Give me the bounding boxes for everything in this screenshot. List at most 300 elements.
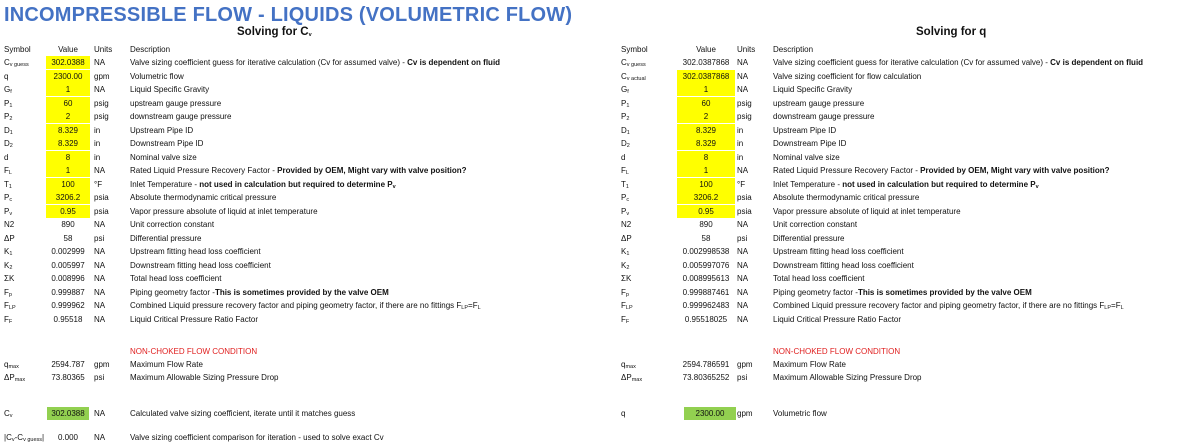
parameter-description bbox=[130, 259, 271, 272]
parameter-unit: NA bbox=[737, 71, 749, 81]
parameter-symbol bbox=[621, 83, 629, 96]
parameter-symbol bbox=[621, 124, 630, 137]
symbol-text: ΣK bbox=[621, 274, 632, 283]
parameter-symbol bbox=[621, 299, 633, 312]
symbol-text: ΔP bbox=[4, 233, 15, 243]
parameter-value[interactable]: 100 bbox=[677, 178, 735, 191]
parameter-value: 0.008995613 bbox=[682, 274, 730, 283]
description-subscript: L bbox=[477, 305, 481, 311]
symbol-subscript: LP bbox=[8, 305, 16, 311]
comparison-value: 0.000 bbox=[57, 433, 79, 442]
parameter-description bbox=[130, 151, 197, 164]
parameter-symbol bbox=[621, 151, 625, 164]
parameter-description bbox=[773, 232, 844, 245]
parameter-value[interactable]: 3206.2 bbox=[46, 191, 90, 204]
parameter-unit: NA bbox=[94, 274, 106, 283]
symbol-text: F bbox=[4, 166, 9, 175]
parameter-value[interactable]: 2 bbox=[46, 110, 90, 123]
parameter-description bbox=[130, 97, 221, 110]
symbol-subscript: 2 bbox=[9, 264, 13, 271]
parameter-unit: NA bbox=[94, 287, 106, 297]
description-text: Rated Liquid Pressure Recovery Factor - bbox=[130, 166, 278, 175]
symbol-text: K bbox=[621, 247, 627, 256]
description-bold-note: Provided by OEM, Might vary with valve position? bbox=[277, 166, 467, 175]
condition-text: NON-CHOKED FLOW CONDITION bbox=[773, 347, 901, 356]
result-q-unit: gpm bbox=[737, 409, 753, 418]
description-text: upstream gauge pressure bbox=[130, 98, 222, 108]
description-text: Downstream Pipe ID bbox=[130, 139, 204, 148]
symbol-text: K bbox=[4, 260, 10, 270]
description-text: Total head loss coefficient bbox=[773, 274, 865, 283]
parameter-symbol bbox=[621, 191, 629, 204]
parameter-unit: NA bbox=[737, 274, 749, 283]
panel-title bbox=[237, 26, 312, 38]
parameter-description bbox=[130, 56, 500, 69]
symbol-text: q bbox=[4, 71, 9, 81]
parameter-unit: psig bbox=[94, 98, 109, 108]
parameter-symbol bbox=[4, 286, 12, 299]
symbol-text: F bbox=[621, 314, 626, 324]
parameter-value[interactable]: 8.329 bbox=[677, 124, 735, 137]
parameter-symbol bbox=[621, 218, 631, 231]
parameter-description bbox=[773, 259, 914, 272]
symbol-subscript: p bbox=[8, 291, 12, 298]
parameter-value: 58 bbox=[701, 233, 711, 243]
parameter-unit: in bbox=[94, 125, 101, 135]
parameter-unit: NA bbox=[737, 287, 749, 297]
symbol-text: N2 bbox=[4, 220, 15, 229]
parameter-unit: NA bbox=[737, 166, 749, 175]
symbol-subscript: p bbox=[625, 291, 629, 298]
qmax-symbol: $q_{max}$ bbox=[4, 360, 19, 370]
symbol-subscript: f bbox=[10, 89, 12, 95]
description-text: Liquid Critical Pressure Ratio Factor bbox=[773, 314, 902, 324]
parameter-description bbox=[130, 205, 318, 218]
parameter-description bbox=[773, 299, 1124, 312]
parameter-unit: in bbox=[737, 125, 744, 135]
symbol-subscript: 1 bbox=[625, 183, 629, 190]
symbol-subscript: v guess bbox=[9, 62, 29, 68]
parameter-value[interactable]: 302.0387868 bbox=[677, 70, 735, 83]
description-text: Downstream Pipe ID bbox=[773, 139, 847, 148]
parameter-description bbox=[773, 191, 919, 204]
units-header: Units bbox=[94, 45, 113, 54]
symbol-text: d bbox=[4, 152, 9, 162]
parameter-unit: °F bbox=[94, 179, 103, 189]
parameter-value: 0.002998538 bbox=[682, 247, 730, 256]
symbol-text: C bbox=[621, 71, 627, 81]
description-text: Combined Liquid pressure recovery factor and piping geometry factor, if there are no fittings F bbox=[130, 301, 462, 310]
parameter-symbol bbox=[4, 110, 12, 123]
parameter-symbol bbox=[621, 232, 632, 245]
description-text: Liquid Specific Gravity bbox=[773, 85, 853, 94]
description-text: Vapor pressure absolute of liquid at inlet temperature bbox=[130, 206, 318, 216]
parameter-unit: in bbox=[737, 152, 744, 162]
parameter-unit: NA bbox=[737, 301, 749, 310]
parameter-unit: psi bbox=[94, 233, 105, 243]
parameter-description bbox=[130, 191, 276, 204]
parameter-symbol bbox=[4, 259, 12, 272]
symbol-subscript: 2 bbox=[9, 143, 13, 149]
symbol-subscript: c bbox=[626, 197, 630, 203]
symbol-subscript: F bbox=[8, 318, 13, 325]
parameter-symbol bbox=[4, 232, 15, 245]
symbol-text: T bbox=[621, 179, 626, 189]
parameter-unit: NA bbox=[94, 220, 106, 229]
description-text: Upstream fitting head loss coefficient bbox=[773, 247, 904, 256]
description-text: Inlet Temperature - bbox=[130, 179, 200, 189]
parameter-symbol bbox=[4, 137, 13, 150]
description-bold-note: Cv is dependent on fluid bbox=[407, 58, 501, 67]
parameter-value: 0.95518 bbox=[53, 314, 83, 324]
symbol-text: T bbox=[4, 179, 9, 189]
symbol-subscript: 2 bbox=[626, 143, 630, 149]
symbol-text: F bbox=[621, 301, 626, 310]
symbol-text: ΣK bbox=[4, 274, 15, 283]
parameter-description bbox=[773, 178, 1039, 191]
symbol-subscript: 1 bbox=[626, 102, 630, 109]
description-text: Absolute thermodynamic critical pressure bbox=[130, 193, 277, 202]
parameter-description bbox=[773, 110, 874, 123]
symbol-text: P bbox=[621, 98, 627, 108]
symbol-subscript: F bbox=[625, 318, 630, 325]
units-header: Units bbox=[737, 45, 756, 54]
comparison-description: Valve sizing coefficient comparison for iteration - used to solve exact Cv bbox=[130, 433, 384, 442]
dpmax-value: 73.80365 bbox=[51, 373, 85, 382]
parameter-symbol bbox=[4, 313, 12, 326]
parameter-description bbox=[130, 124, 193, 137]
description-text: Unit correction constant bbox=[130, 220, 215, 229]
description-bold-note: This is sometimes provided by the valve OEM bbox=[214, 287, 389, 297]
description-subscript: LP bbox=[461, 305, 469, 311]
parameter-unit: psig bbox=[94, 112, 109, 121]
description-text: Nominal valve size bbox=[773, 152, 840, 162]
description-bold-note: Provided by OEM, Might vary with valve position? bbox=[920, 166, 1110, 175]
dpmax-value: 73.80365252 bbox=[682, 373, 730, 382]
symbol-subscript: 1 bbox=[9, 251, 13, 257]
description-text: Upstream fitting head loss coefficient bbox=[130, 247, 261, 256]
result-cv-unit: NA bbox=[94, 409, 106, 418]
description-text: Nominal valve size bbox=[130, 152, 197, 162]
parameter-unit: NA bbox=[94, 247, 106, 256]
parameter-description bbox=[773, 137, 846, 150]
qmax-description: Maximum Flow Rate bbox=[130, 360, 203, 369]
symbol-text: G bbox=[621, 85, 628, 94]
parameter-description bbox=[130, 137, 203, 150]
symbol-subscript: 2 bbox=[9, 116, 13, 122]
parameter-symbol bbox=[621, 178, 629, 191]
description-text: Piping geometry factor - bbox=[130, 287, 215, 297]
parameter-symbol bbox=[4, 124, 13, 137]
description-subscript: v bbox=[392, 183, 396, 190]
parameter-unit: NA bbox=[94, 58, 106, 67]
symbol-subscript: v bbox=[9, 210, 13, 217]
parameter-symbol bbox=[4, 205, 12, 218]
symbol-subscript: 1 bbox=[9, 129, 13, 136]
symbol-text: P bbox=[4, 112, 10, 121]
parameter-symbol bbox=[4, 178, 12, 191]
parameter-description bbox=[773, 218, 857, 231]
parameter-description bbox=[130, 299, 481, 312]
symbol-header: Symbol bbox=[621, 45, 648, 54]
parameter-description bbox=[130, 110, 231, 123]
parameter-symbol bbox=[4, 83, 12, 96]
parameter-symbol bbox=[4, 299, 16, 312]
qmax-unit: gpm bbox=[737, 360, 753, 369]
parameter-value[interactable]: 100 bbox=[46, 178, 90, 191]
description-text: Volumetric flow bbox=[130, 71, 184, 81]
dpmax-description: Maximum Allowable Sizing Pressure Drop bbox=[130, 373, 279, 382]
parameter-description bbox=[773, 164, 1110, 177]
symbol-text: P bbox=[621, 112, 627, 121]
parameter-unit: NA bbox=[94, 301, 106, 310]
dpmax-unit: psi bbox=[737, 373, 748, 382]
parameter-symbol bbox=[4, 164, 12, 177]
symbol-text: d bbox=[621, 152, 626, 162]
description-header: Description bbox=[773, 45, 814, 54]
description-text-cont: =F bbox=[1111, 301, 1121, 310]
symbol-text: F bbox=[621, 287, 626, 297]
symbol-text: ΔP bbox=[621, 233, 632, 243]
description-text: Upstream Pipe ID bbox=[130, 125, 194, 135]
parameter-unit: NA bbox=[737, 314, 749, 324]
description-text: Piping geometry factor - bbox=[773, 287, 858, 297]
parameter-symbol bbox=[4, 56, 29, 69]
description-text: Inlet Temperature - bbox=[773, 179, 843, 189]
symbol-text: F bbox=[4, 287, 9, 297]
parameter-description bbox=[130, 245, 261, 258]
parameter-unit: NA bbox=[94, 166, 106, 175]
parameter-value[interactable]: 2 bbox=[677, 110, 735, 123]
symbol-text: D bbox=[621, 125, 627, 135]
description-text: Liquid Critical Pressure Ratio Factor bbox=[130, 314, 259, 324]
parameter-symbol bbox=[4, 151, 8, 164]
parameter-symbol bbox=[621, 110, 629, 123]
parameter-unit: psia bbox=[94, 193, 109, 202]
description-text: Rated Liquid Pressure Recovery Factor - bbox=[773, 166, 921, 175]
symbol-text: F bbox=[4, 301, 9, 310]
description-text-cont: =F bbox=[468, 301, 478, 310]
parameter-symbol bbox=[621, 272, 631, 285]
description-subscript: L bbox=[1120, 305, 1124, 311]
symbol-text: P bbox=[4, 98, 10, 108]
symbol-text: K bbox=[4, 247, 10, 256]
panel-title: Solving for q bbox=[916, 26, 987, 38]
parameter-unit: psia bbox=[94, 206, 109, 216]
symbol-subscript: 2 bbox=[626, 264, 630, 271]
description-text: Combined Liquid pressure recovery factor and piping geometry factor, if there are no fittings F bbox=[773, 301, 1105, 310]
symbol-text: F bbox=[621, 166, 626, 175]
parameter-description bbox=[130, 286, 389, 299]
symbol-subscript: 2 bbox=[626, 116, 630, 122]
description-text: Vapor pressure absolute of liquid at inlet temperature bbox=[773, 206, 961, 216]
parameter-unit: psig bbox=[737, 98, 752, 108]
page-title: INCOMPRESSIBLE FLOW - LIQUIDS (VOLUMETRIC FLOW) bbox=[4, 4, 573, 26]
dpmax-symbol: $\Delta P_{max}$ bbox=[4, 373, 26, 383]
description-text: Differential pressure bbox=[130, 233, 202, 243]
parameter-symbol bbox=[621, 97, 629, 110]
result-q-symbol: q bbox=[621, 409, 626, 418]
parameter-value[interactable]: 1 bbox=[677, 164, 735, 177]
description-bold-note: Cv is dependent on fluid bbox=[1050, 58, 1144, 67]
parameter-unit: psia bbox=[737, 206, 752, 216]
parameter-value[interactable]: 60 bbox=[46, 97, 90, 110]
parameter-description bbox=[773, 272, 864, 285]
parameter-unit: °F bbox=[737, 179, 746, 189]
panel-title-sub: v bbox=[308, 32, 312, 38]
description-text: Upstream Pipe ID bbox=[773, 125, 837, 135]
parameter-value: 0.999887 bbox=[51, 287, 85, 297]
parameter-description bbox=[773, 83, 852, 96]
parameter-symbol bbox=[4, 245, 12, 258]
qmax-description: Maximum Flow Rate bbox=[773, 360, 846, 369]
parameter-unit: NA bbox=[737, 247, 749, 256]
description-text: Valve sizing coefficient for flow calculation bbox=[773, 71, 922, 81]
parameter-description bbox=[773, 56, 1143, 69]
parameter-value[interactable]: 1 bbox=[46, 83, 90, 96]
parameter-unit: NA bbox=[737, 58, 749, 67]
result-cv-symbol: $C_v$ bbox=[4, 409, 13, 419]
parameter-description bbox=[773, 205, 961, 218]
dpmax-unit: psi bbox=[94, 373, 105, 382]
parameter-value[interactable]: 8.329 bbox=[46, 137, 90, 150]
parameter-value[interactable]: 8.329 bbox=[46, 124, 90, 137]
parameter-symbol bbox=[621, 313, 629, 326]
parameter-value[interactable]: 3206.2 bbox=[677, 191, 735, 204]
parameter-symbol bbox=[4, 272, 14, 285]
parameter-description bbox=[130, 83, 209, 96]
symbol-text: G bbox=[4, 85, 11, 94]
result-q-value[interactable]: 2300.00 bbox=[684, 407, 736, 420]
description-text: Total head loss coefficient bbox=[130, 274, 222, 283]
description-text: Valve sizing coefficient guess for iterative calculation (Cv for assumed valve) - bbox=[773, 58, 1051, 67]
parameter-description bbox=[773, 286, 1032, 299]
parameter-value[interactable]: 1 bbox=[677, 83, 735, 96]
symbol-text: D bbox=[621, 139, 627, 148]
parameter-symbol bbox=[621, 70, 646, 83]
parameter-unit: in bbox=[737, 139, 744, 148]
parameter-value[interactable]: 302.0388 bbox=[46, 56, 90, 69]
parameter-description bbox=[773, 151, 840, 164]
parameter-value[interactable]: 0.95 bbox=[677, 205, 735, 218]
symbol-text: D bbox=[4, 139, 10, 148]
description-bold-subscript bbox=[393, 180, 396, 189]
parameter-symbol bbox=[621, 164, 629, 177]
symbol-text: C bbox=[4, 58, 10, 67]
parameter-value: 0.005997 bbox=[51, 260, 85, 270]
parameter-unit: psig bbox=[737, 112, 752, 121]
parameter-unit: NA bbox=[737, 220, 749, 229]
result-cv-value[interactable]: 302.0388 bbox=[47, 407, 89, 420]
parameter-description bbox=[130, 70, 184, 83]
parameter-value: 58 bbox=[63, 233, 73, 243]
symbol-text: N2 bbox=[621, 220, 632, 229]
value-header: Value bbox=[696, 45, 716, 54]
parameter-symbol bbox=[621, 286, 629, 299]
parameter-value[interactable]: 1 bbox=[46, 164, 90, 177]
parameter-symbol bbox=[4, 218, 14, 231]
parameter-unit: in bbox=[94, 152, 101, 162]
parameter-symbol bbox=[4, 97, 12, 110]
symbol-text: P bbox=[4, 193, 10, 202]
parameter-unit: NA bbox=[94, 260, 106, 270]
parameter-description bbox=[773, 245, 904, 258]
parameter-value: 0.999887461 bbox=[682, 287, 730, 297]
parameter-description bbox=[130, 178, 396, 191]
parameter-symbol bbox=[621, 259, 629, 272]
symbol-subscript: 1 bbox=[626, 129, 630, 136]
condition-text: NON-CHOKED FLOW CONDITION bbox=[130, 347, 258, 356]
symbol-subscript: v guess bbox=[626, 62, 646, 68]
parameter-unit: NA bbox=[94, 314, 106, 324]
qmax-unit: gpm bbox=[94, 360, 110, 369]
panel-title-text: Solving for C bbox=[237, 26, 309, 38]
parameter-unit: psia bbox=[737, 193, 752, 202]
dpmax-symbol: $\Delta P_{max}$ bbox=[621, 373, 643, 383]
symbol-subscript: v actual bbox=[626, 75, 646, 82]
parameter-value[interactable]: 8 bbox=[46, 151, 90, 164]
symbol-subscript: f bbox=[627, 89, 629, 95]
symbol-subscript: L bbox=[8, 170, 12, 176]
symbol-text: D bbox=[4, 125, 10, 135]
result-q-description: Volumetric flow bbox=[773, 409, 827, 418]
description-bold-subscript bbox=[1036, 180, 1039, 189]
qmax-value: 2594.786591 bbox=[682, 360, 730, 369]
parameter-symbol bbox=[4, 70, 8, 83]
value-header: Value bbox=[58, 45, 78, 54]
parameter-value[interactable]: 2300.00 bbox=[46, 70, 90, 83]
description-subscript: v bbox=[1035, 183, 1039, 190]
symbol-subscript: 1 bbox=[8, 183, 12, 190]
parameter-value[interactable]: 60 bbox=[677, 97, 735, 110]
parameter-symbol bbox=[621, 137, 630, 150]
description-text: Downstream fitting head loss coefficient bbox=[130, 260, 271, 270]
symbol-subscript: 1 bbox=[9, 102, 13, 109]
symbol-header: Symbol bbox=[4, 45, 31, 54]
parameter-description bbox=[773, 313, 901, 326]
description-bold-note: not used in calculation but required to determine P bbox=[842, 179, 1036, 189]
symbol-text: P bbox=[621, 206, 627, 216]
parameter-description bbox=[130, 313, 258, 326]
parameter-unit: NA bbox=[737, 260, 749, 270]
parameter-value[interactable]: 8.329 bbox=[677, 137, 735, 150]
result-cv-description: Calculated valve sizing coefficient, iterate until it matches guess bbox=[130, 409, 356, 418]
symbol-text: C bbox=[621, 58, 627, 67]
parameter-value: 0.999962483 bbox=[682, 301, 730, 310]
parameter-symbol bbox=[4, 191, 12, 204]
parameter-symbol bbox=[621, 56, 646, 69]
parameter-description bbox=[130, 218, 214, 231]
description-text: Liquid Specific Gravity bbox=[130, 85, 210, 94]
description-text: Valve sizing coefficient guess for iterative calculation (Cv for assumed valve) - bbox=[130, 58, 408, 67]
symbol-subscript: 1 bbox=[626, 251, 630, 257]
parameter-value: 0.002999 bbox=[51, 247, 85, 256]
parameter-value: 890 bbox=[61, 220, 75, 229]
description-text: downstream gauge pressure bbox=[773, 112, 875, 121]
description-subscript: LP bbox=[1104, 305, 1112, 311]
parameter-value: 890 bbox=[699, 220, 713, 229]
parameter-description bbox=[773, 70, 921, 83]
parameter-value: 302.0387868 bbox=[682, 58, 730, 67]
symbol-text: P bbox=[621, 193, 627, 202]
parameter-symbol bbox=[621, 205, 629, 218]
parameter-value[interactable]: 0.95 bbox=[46, 205, 90, 218]
symbol-text: P bbox=[4, 206, 10, 216]
parameter-value[interactable]: 8 bbox=[677, 151, 735, 164]
symbol-text: K bbox=[621, 260, 627, 270]
parameter-description bbox=[130, 272, 221, 285]
parameter-value: 0.008996 bbox=[51, 274, 85, 283]
